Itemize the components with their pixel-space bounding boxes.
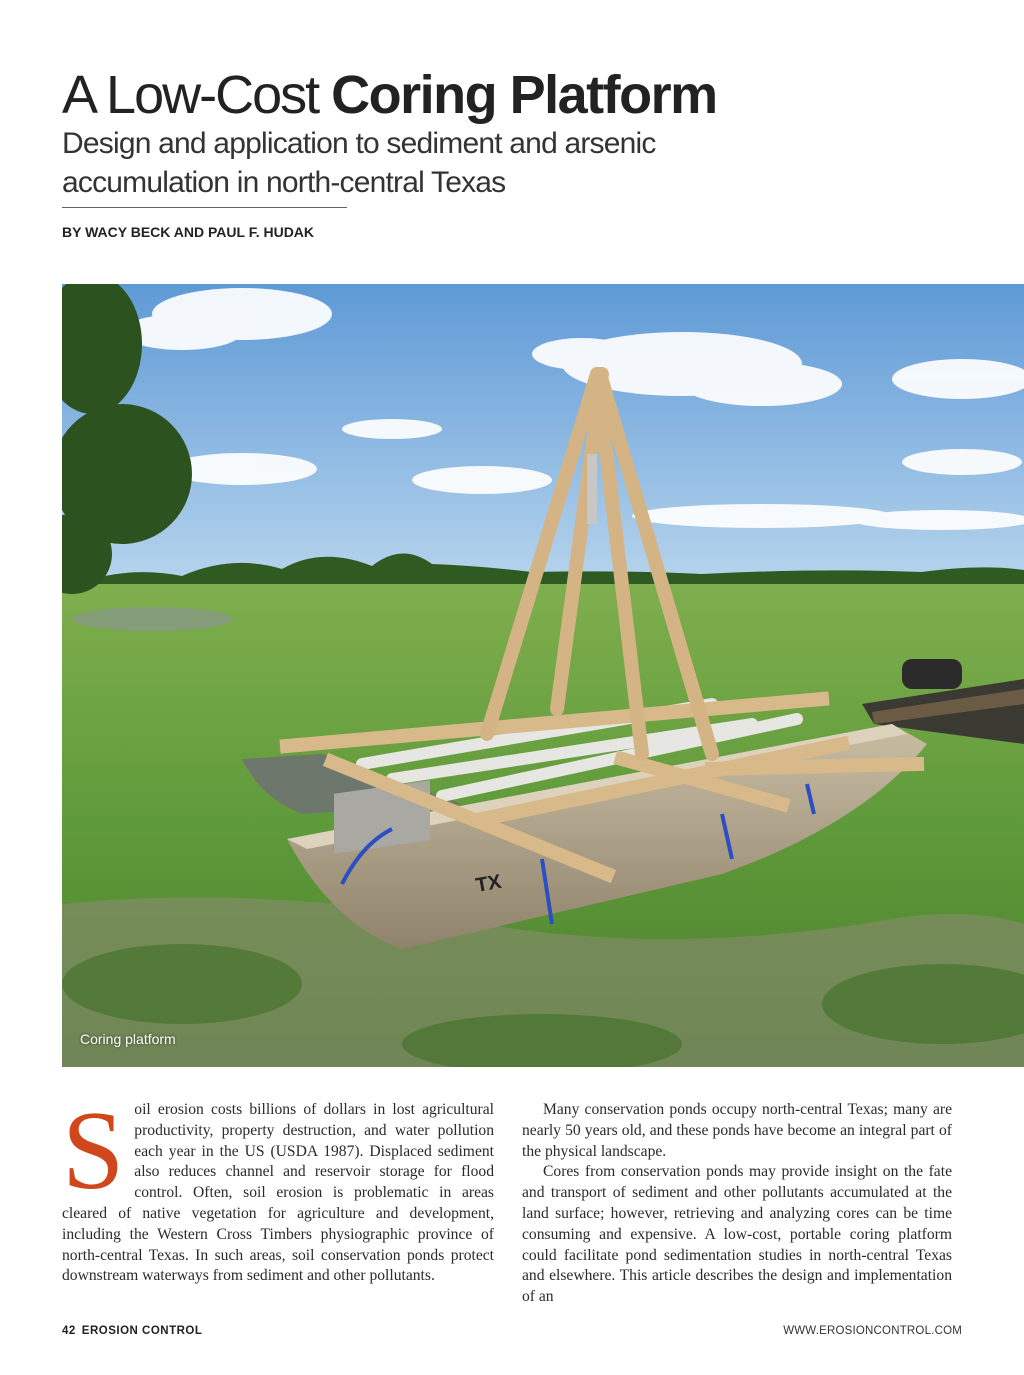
- footer-url[interactable]: WWW.EROSIONCONTROL.COM: [783, 1325, 962, 1337]
- page-number: 42: [62, 1325, 76, 1337]
- coring-platform-photo: [62, 284, 1024, 1067]
- body-column-left: [62, 1089, 494, 1287]
- byline: BY WACY BECK AND PAUL F. HUDAK: [62, 224, 315, 240]
- body-column-right: [522, 1100, 952, 1308]
- title-bold: Coring Platform: [331, 65, 717, 125]
- body-paragraph: Many conservation ponds occupy north-central Texas; many are nearly 50 years old, and these ponds have become an integral part of the physical landscape.: [522, 1101, 952, 1160]
- footer-section: EROSION CONTROL: [81, 1325, 203, 1337]
- article-title: [62, 62, 717, 128]
- body-paragraph: Cores from conservation ponds may provide insight on the fate and transport of sediment and other pollutants accumulated at the land surface; however, retrieving and analyzing cores can be time consuming and expensive. A low-cost, portable coring platform could facilitate pond sedimentation studies in north-central Texas and elsewhere. This article describes the design and implementation of an: [522, 1163, 952, 1306]
- footer-folio: [62, 1325, 202, 1337]
- title-light: A Low-Cost: [62, 65, 332, 125]
- title-rule: [62, 207, 347, 208]
- plate-text: TX: [474, 870, 504, 897]
- body-text-left: oil erosion costs billions of dollars in lost agricultural productivity, property destruction, and water pollution each year in the US (USDA 1987). Displaced sediment also reduces channel and reservoir storage for flood control. Often, soil erosion is problematic in areas cleared of native vegetation for agriculture and development, including the Western Cross Timbers physiographic province of north-central Texas. In such areas, soil conservation ponds protect downstream waterways from sediment and other pollutants.: [62, 1101, 494, 1285]
- article-subtitle: Design and application to sediment and arsenic accumulation in north-central Texas: [62, 127, 656, 199]
- photo-caption: Coring platform: [80, 1031, 176, 1047]
- drop-cap: S: [62, 1089, 125, 1213]
